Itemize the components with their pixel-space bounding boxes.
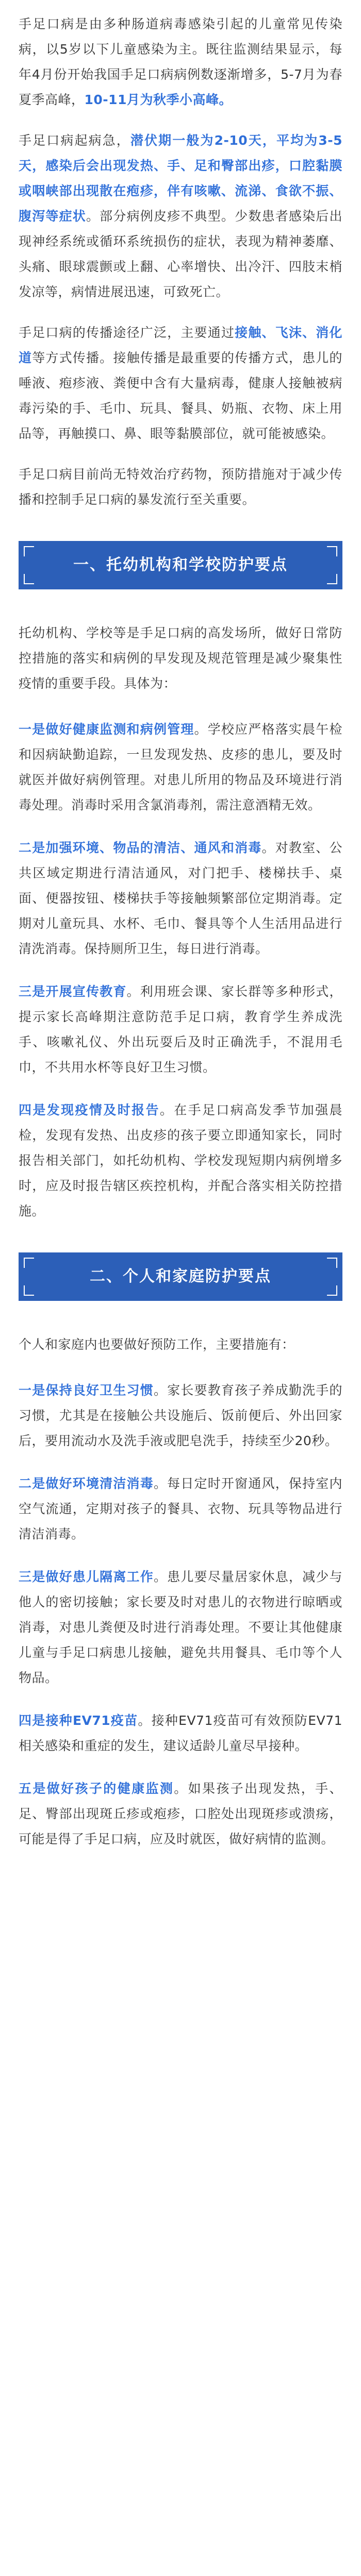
- measure-item: [19, 1471, 342, 1547]
- intro-paragraph: [19, 462, 342, 512]
- corner-ornament: [327, 574, 337, 584]
- measure-body: 。如果孩子出现发热，手、足、臀部出现斑丘疹或疱疹，口腔处出现斑疹或溃疡，可能是得了手足口病，应及时就医，做好病情的监测。: [19, 1781, 342, 1846]
- measure-lead: 三是做好患儿隔离工作: [19, 1569, 154, 1584]
- measure-item: [19, 1776, 342, 1852]
- corner-ornament: [327, 1258, 337, 1268]
- measure-body: 。在手足口病高发季节加强晨检，发现有发热、出皮疹的孩子要立即通知家长，同时报告相关部门，如托幼机构、学校发现短期内病例增多时，应及时报告辖区疾控机构，并配合落实相关防控措施。: [19, 1103, 342, 1218]
- section-title-text: 一、托幼机构和学校防护要点: [73, 556, 288, 574]
- paragraph-text: 等方式传播。接触传播是最重要的传播方式，患儿的唾液、疱疹液、粪便中含有大量病毒，健康人接触被病毒污染的手、毛巾、玩具、餐具、奶瓶、衣物、床上用品等，再触摸口、鼻、眼等黏膜部位，就可能被感染。: [19, 350, 342, 441]
- corner-ornament: [24, 574, 34, 584]
- corner-ornament: [327, 546, 337, 556]
- paragraph-text: 手足口病起病急，: [19, 133, 130, 148]
- measure-item: [19, 1564, 342, 1690]
- section-title-text: 二、个人和家庭防护要点: [90, 1267, 271, 1285]
- measure-body: 。对教室、公共区域定期进行清洁通风，对门把手、楼梯扶手、桌面、便器按钮、楼梯扶手等接触频繁部位定期消毒。定期对儿童玩具、水杯、毛巾、餐具等个人生活用品进行清洗消毒。保持厕所卫生，每日进行消毒。: [19, 840, 342, 956]
- measure-body: 。学校应严格落实晨午检和因病缺勤追踪，一旦发现发热、皮疹的患儿，要及时就医并做好病例管理。对患儿所用的物品及环境进行消毒处理。消毒时采用含氯消毒剂，需注意酒精无效。: [19, 722, 342, 812]
- measure-lead: 四是接种EV71疫苗: [19, 1713, 138, 1728]
- section-header: [19, 541, 342, 589]
- measure-item: [19, 1378, 342, 1453]
- measure-lead: 二是加强环境、物品的清洁、通风和消毒: [19, 840, 262, 855]
- measure-body: 。每日定时开窗通风，保持室内空气流通，定期对孩子的餐具、衣物、玩具等物品进行清洁消毒。: [19, 1476, 342, 1541]
- sections-container: [19, 541, 342, 1852]
- measure-lead: 二是做好环境清洁消毒: [19, 1476, 154, 1491]
- corner-ornament: [24, 546, 34, 556]
- section-intro: 托幼机构、学校等是手足口病的高发场所，做好日常防控措施的落实和病例的早发现及规范管理是减少聚集性疫情的重要手段。具体为：: [19, 625, 342, 691]
- measure-body: 。患儿要尽量居家休息，减少与他人的密切接触；家长要及时对患儿的衣物进行晾晒或消毒，对患儿粪便及时进行消毒处理。不要让其他健康儿童与手足口病患儿接触，避免共用餐具、毛巾等个人物品。: [19, 1569, 342, 1685]
- measure-body: 。家长要教育孩子养成勤洗手的习惯，尤其是在接触公共设施后、饭前便后、外出回家后，要用流动水及洗手液或肥皂洗手，持续至少20秒。: [19, 1383, 342, 1448]
- paragraph-text: 手足口病的传播途径广泛，主要通过: [19, 325, 235, 340]
- paragraph-text: 。部分病例皮疹不典型。少数患者感染后出现神经系统或循环系统损伤的症状，表现为精神萎靡、头痛、眼球震颤或上翻、心率增快、出冷汗、四肢末梢发凉等，病情进展迅速，可致死亡。: [19, 209, 342, 299]
- measure-item: [19, 1708, 342, 1758]
- measure-item: [19, 717, 342, 818]
- measure-lead: 一是保持良好卫生习惯: [19, 1383, 154, 1398]
- measure-item: [19, 1097, 342, 1224]
- corner-ornament: [24, 1258, 34, 1268]
- highlighted-text: 潜伏期一般为2-10天，平均为3-5天，感染后会出现发热、手、足和臀部出疹，口腔黏膜或咽峡部出现散在疱疹，伴有咳嗽、流涕、食欲不振、腹泻等症状: [19, 133, 342, 224]
- highlighted-text: 10-11月为秋季小高峰。: [84, 92, 232, 107]
- section-title: [19, 541, 342, 589]
- section-title: [19, 1252, 342, 1301]
- intro-paragraph: [19, 11, 342, 112]
- intro-paragraph: [19, 128, 342, 304]
- measure-body: 。利用班会课、家长群等多种形式，提示家长高峰期注意防范手足口病，教育学生养成洗手、咳嗽礼仪、外出玩耍后及时正确洗手，不混用毛巾，不共用水杯等良好卫生习惯。: [19, 984, 342, 1075]
- corner-ornament: [327, 1285, 337, 1296]
- paragraph-text: 手足口病目前尚无特效治疗药物，预防措施对于减少传播和控制手足口病的暴发流行至关重要。: [19, 467, 342, 507]
- measure-lead: 五是做好孩子的健康监测: [19, 1781, 174, 1796]
- intro-paragraph: [19, 320, 342, 446]
- measure-lead: 一是做好健康监测和病例管理: [19, 722, 194, 737]
- measure-lead: 三是开展宣传教育: [19, 984, 127, 999]
- section-header: [19, 1252, 342, 1301]
- measure-lead: 四是发现疫情及时报告: [19, 1103, 160, 1117]
- intro-section: [19, 11, 342, 512]
- measure-item: [19, 979, 342, 1080]
- section-intro: 个人和家庭内也要做好预防工作，主要措施有：: [19, 1337, 295, 1352]
- paragraph-text: 手足口病是由多种肠道病毒感染引起的儿童常见传染病，以5岁以下儿童感染为主。既往监测结果显示，每年4月份开始我国手足口病病例数逐渐增多，5-7月为春夏季高峰，: [19, 16, 342, 107]
- measure-item: [19, 835, 342, 961]
- highlighted-text: 接触、飞沫、消化道: [19, 325, 342, 365]
- measure-body: 。接种EV71疫苗可有效预防EV71相关感染和重症的发生，建议适龄儿童尽早接种。: [19, 1713, 343, 1753]
- corner-ornament: [24, 1285, 34, 1296]
